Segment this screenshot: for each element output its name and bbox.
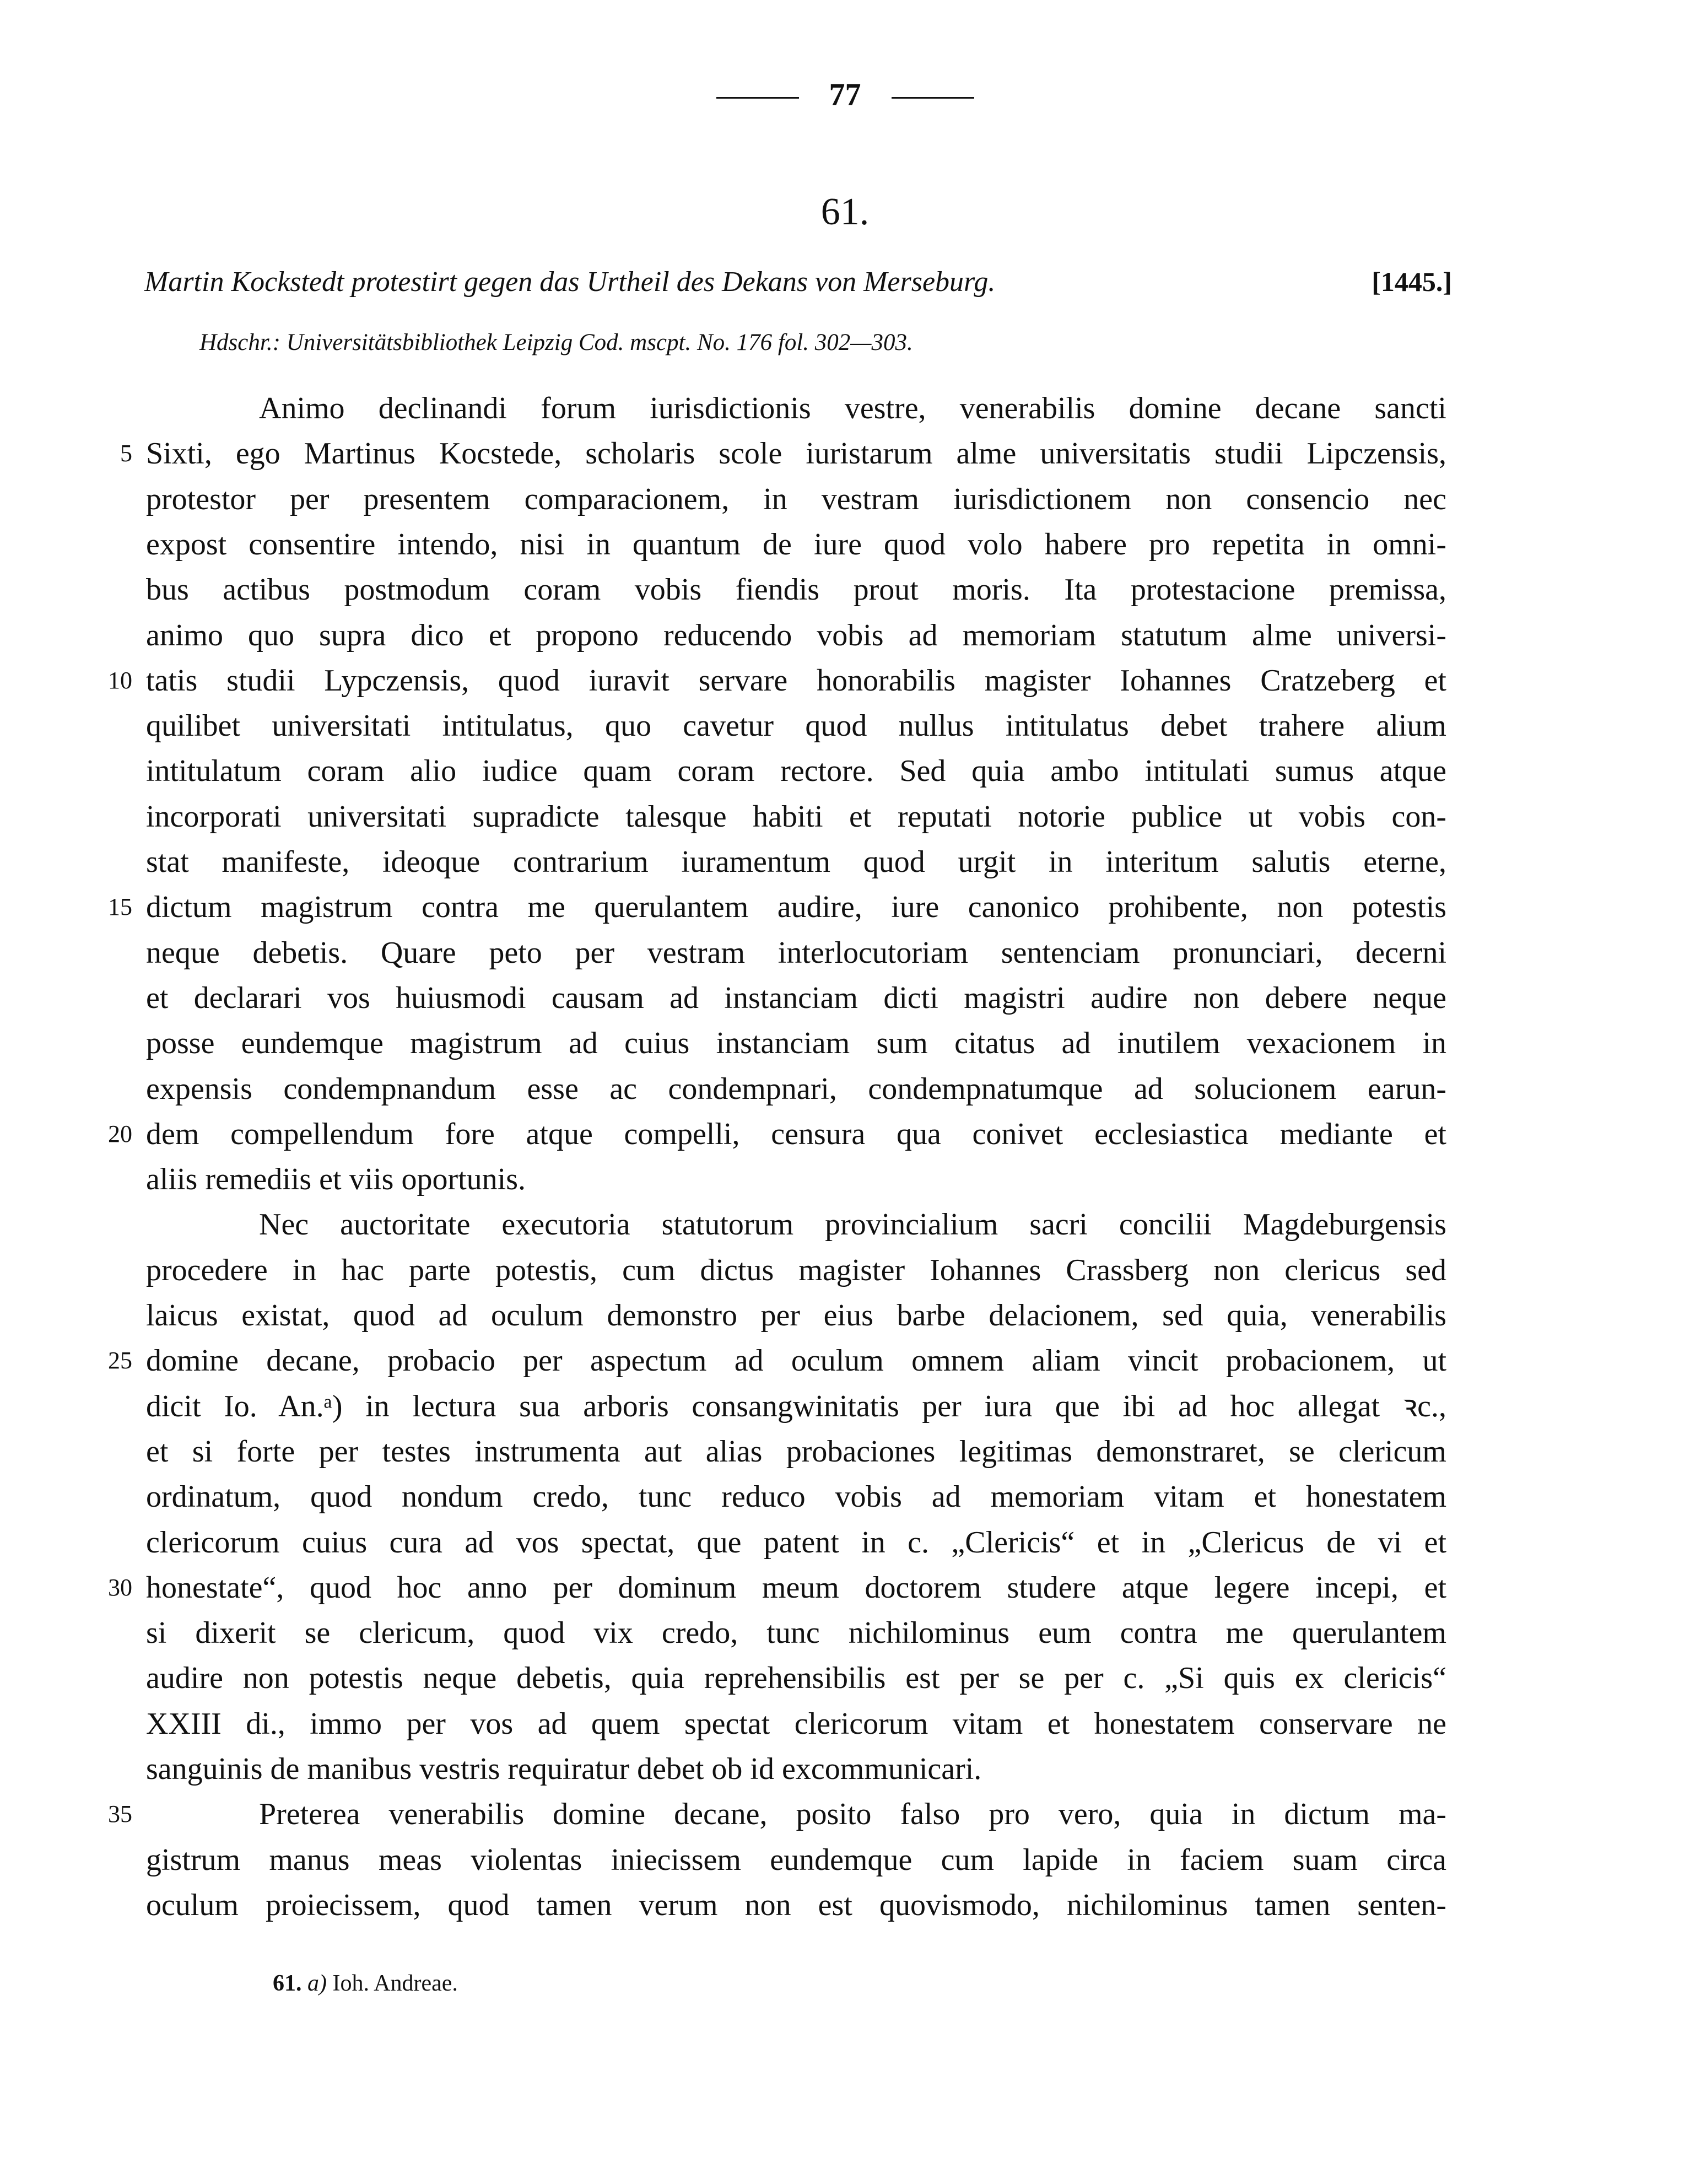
text-line: incorporati universitati supradicte talesque habiti et reputati notorie publice ut vobis con- xyxy=(146,800,1446,834)
text-line: domine decane, probacio per aspectum ad oculum omnem aliam vincit probacionem, ut xyxy=(146,1344,1446,1378)
line-number: 5 xyxy=(120,440,132,467)
text-line: audire non potestis neque debetis, quia reprehensibilis est per se per c. „Si quis ex clericis“ xyxy=(146,1661,1446,1695)
text-line: honestate“, quod hoc anno per dominum meum doctorem studere atque legere incepi, et xyxy=(146,1571,1446,1605)
text-line: expost consentire intendo, nisi in quantum de iure quod volo habere pro repetita in omni- xyxy=(146,527,1446,562)
document-date: [1445.] xyxy=(1372,266,1452,297)
text-line: Nec auctoritate executoria statutorum provincialium sacri concilii Magdeburgensis xyxy=(259,1207,1446,1242)
page-number-right-rule xyxy=(892,97,974,99)
footnote-text: Ioh. Andreae. xyxy=(332,1971,458,1996)
line-number: 10 xyxy=(108,667,132,694)
footnote-number: 61. xyxy=(273,1971,302,1996)
line-number: 25 xyxy=(108,1347,132,1374)
page-number xyxy=(0,76,1690,113)
text-line: clericorum cuius cura ad vos spectat, que patent in c. „Clericis“ et in „Clericus de vi et xyxy=(146,1525,1446,1560)
text-line: intitulatum coram alio iudice quam coram rectore. Sed quia ambo intitulati sumus atque xyxy=(146,754,1446,788)
text-line: ordinatum, quod nondum credo, tunc reduco vobis ad memoriam vitam et honestatem xyxy=(146,1480,1446,1514)
text-line: protestor per presentem comparacionem, in vestram iurisdictionem non consencio nec xyxy=(146,482,1446,516)
text-line: quilibet universitati intitulatus, quo cavetur quod nullus intitulatus debet trahere alium xyxy=(146,709,1446,743)
text-line: procedere in hac parte potestis, cum dictus magister Iohannes Crassberg non clericus sed xyxy=(146,1253,1446,1287)
line-number: 15 xyxy=(108,893,132,920)
text-line: animo quo supra dico et propono reducendo vobis ad memoriam statutum alme universi- xyxy=(146,618,1446,652)
text-line: bus actibus postmodum coram vobis fiendis prout moris. Ita protestacione premissa, xyxy=(146,573,1446,607)
text-line: dictum magistrum contra me querulantem audire, iure canonico prohibente, non potestis xyxy=(146,890,1446,924)
text-line: stat manifeste, ideoque contrarium iuramentum quod urgit in interitum salutis eterne, xyxy=(146,845,1446,879)
text-line: XXIII di., immo per vos ad quem spectat clericorum vitam et honestatem conservare ne xyxy=(146,1707,1446,1741)
text-line: oculum proiecissem, quod tamen verum non est quovismodo, nichilominus tamen senten- xyxy=(146,1888,1446,1922)
text-line: laicus existat, quod ad oculum demonstro per eius barbe delacionem, sed quia, venerabilis xyxy=(146,1298,1446,1333)
page-number-left-rule xyxy=(716,97,799,99)
manuscript-source: Hdschr.: Universitätsbibliothek Leipzig Cod. mscpt. No. 176 fol. 302—303. xyxy=(199,330,913,355)
text-line: Preterea venerabilis domine decane, posito falso pro vero, quia in dictum ma- xyxy=(259,1797,1446,1831)
line-number: 20 xyxy=(108,1120,132,1147)
text-line: gistrum manus meas violentas iniecissem eundemque cum lapide in faciem suam circa xyxy=(146,1843,1446,1877)
text-line: neque debetis. Quare peto per vestram interlocutoriam sentenciam pronunciari, decerni xyxy=(146,936,1446,970)
text-line: et si forte per testes instrumenta aut alias probaciones legitimas demonstraret, se clericum xyxy=(146,1435,1446,1469)
line-number: 30 xyxy=(108,1574,132,1601)
text-line: dem compellendum fore atque compelli, censura qua conivet ecclesiastica mediante et xyxy=(146,1117,1446,1151)
document-title: Martin Kockstedt protestirt gegen das Urtheil des Dekans von Merseburg. xyxy=(144,266,996,298)
text-line: expensis condempnandum esse ac condempnari, condempnatumque ad solucionem earun- xyxy=(146,1072,1446,1106)
page-number-value: 77 xyxy=(829,77,861,112)
line-number: 35 xyxy=(108,1800,132,1827)
document-number: 61. xyxy=(820,191,870,233)
text-line: dicit Io. An.ᵃ) in lectura sua arboris consangwinitatis per iura que ibi ad hoc allegat ꝛc., xyxy=(146,1389,1446,1423)
footnote xyxy=(273,1970,458,1997)
footnote-letter: a) xyxy=(307,1971,327,1996)
text-line: Animo declinandi forum iurisdictionis vestre, venerabilis domine decane sancti xyxy=(259,391,1446,425)
text-line: tatis studii Lypczensis, quod iuravit servare honorabilis magister Iohannes Cratzeberg et xyxy=(146,664,1446,698)
text-line: posse eundemque magistrum ad cuius instanciam sum citatus ad inutilem vexacionem in xyxy=(146,1026,1446,1060)
text-line: sanguinis de manibus vestris requiratur debet ob id excommunicari. xyxy=(146,1752,982,1786)
text-line: Sixti, ego Martinus Kocstede, scholaris scole iuristarum alme universitatis studii Lipczensis, xyxy=(146,436,1446,471)
text-line: si dixerit se clericum, quod vix credo, tunc nichilominus eum contra me querulantem xyxy=(146,1616,1446,1650)
text-line: et declarari vos huiusmodi causam ad instanciam dicti magistri audire non debere neque xyxy=(146,981,1446,1015)
text-line: aliis remediis et viis oportunis. xyxy=(146,1162,526,1196)
